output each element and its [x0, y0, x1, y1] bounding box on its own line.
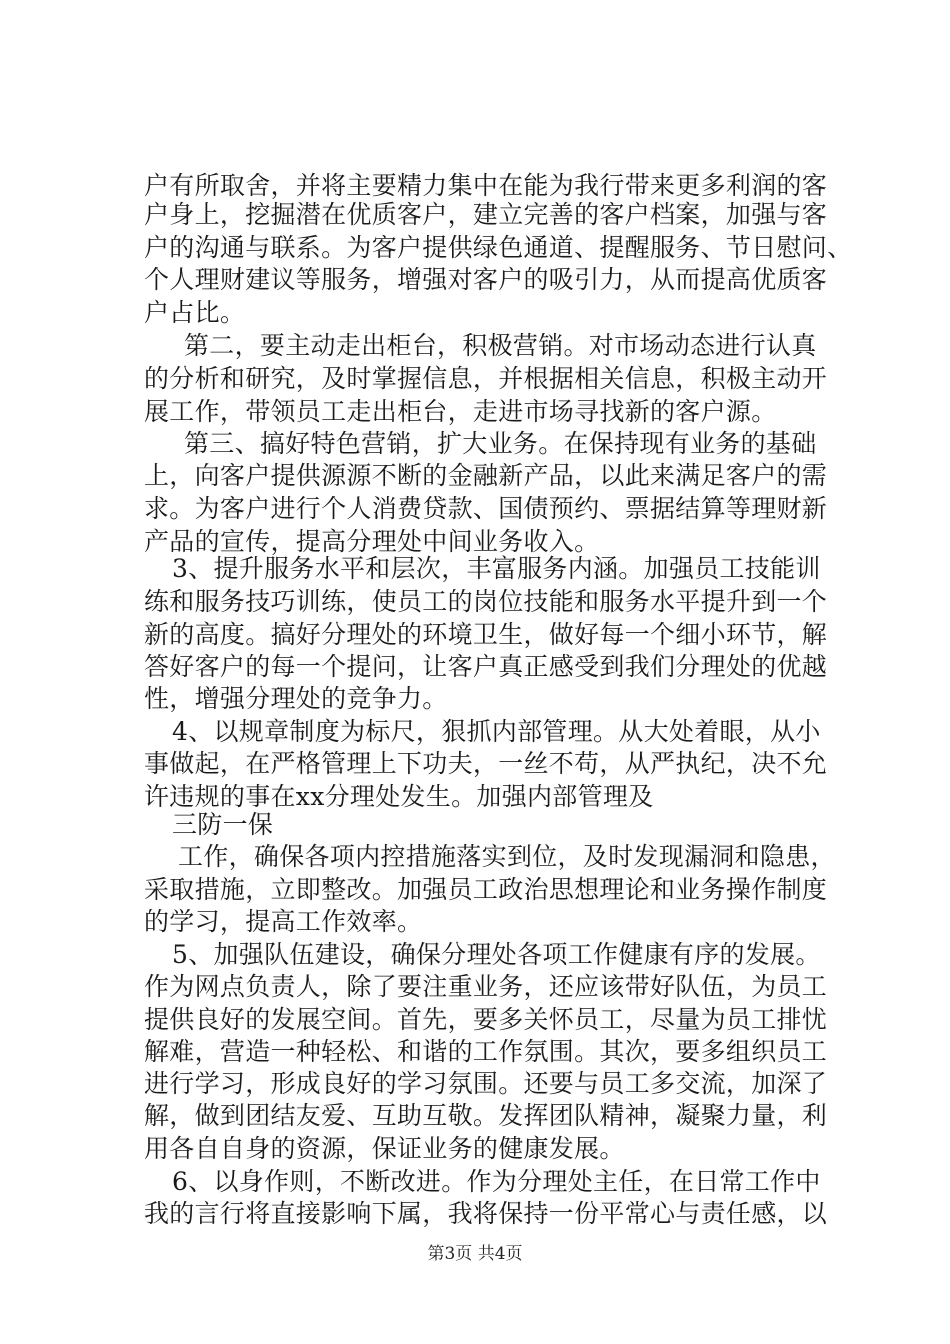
text-line: 户的沟通与联系。为客户提供绿色通道、提醒服务、节日慰问、: [144, 233, 853, 262]
text-line: 采取措施，立即整改。加强员工政治思想理论和业务操作制度: [144, 875, 828, 904]
text-line: 户身上，挖掘潜在优质客户，建立完善的客户档案，加强与客: [144, 200, 828, 229]
text-line: 户占比。: [144, 298, 246, 327]
text-line: 5、加强队伍建设，确保分理处各项工作健康有序的发展。: [172, 940, 821, 969]
text-line: 进行学习，形成良好的学习氛围。还要与员工多交流，加深了: [144, 1069, 828, 1098]
text-line: 许违规的事在xx分理处发生。加强内部管理及: [144, 782, 654, 811]
text-line: 户有所取舍，并将主要精力集中在能为我行带来更多利润的客: [144, 171, 828, 200]
text-line: 我的言行将直接影响下属，我将保持一份平常心与责任感，以: [144, 1199, 828, 1228]
text-line: 练和服务技巧训练，使员工的岗位技能和服务水平提升到一个: [144, 587, 828, 616]
text-line: 求。为客户进行个人消费贷款、国债预约、票据结算等理财新: [144, 494, 828, 523]
text-line: 事做起，在严格管理上下功夫，一丝不苟，从严执纪，决不允: [144, 749, 828, 778]
text-line: 的学习，提高工作效率。: [144, 907, 423, 936]
text-line: 产品的宣传，提高分理处中间业务收入。: [144, 527, 600, 556]
text-line: 解难，营造一种轻松、和谐的工作氛围。其次，要多组织员工: [144, 1037, 828, 1066]
text-line: 答好客户的每一个提问，让客户真正感受到我们分理处的优越: [144, 652, 828, 681]
text-line: 性，增强分理处的竞争力。: [144, 684, 448, 713]
text-line: 解，做到团结友爱、互助互敬。发挥团队精神，凝聚力量，利: [144, 1101, 828, 1130]
text-line: 展工作，带领员工走出柜台，走进市场寻找新的客户源。: [144, 397, 777, 426]
text-line: 4、以规章制度为标尺，狠抓内部管理。从大处着眼，从小: [172, 717, 821, 746]
text-line: 3、提升服务水平和层次，丰富服务内涵。加强员工技能训: [172, 554, 821, 583]
text-line: 用各自自身的资源，保证业务的健康发展。: [144, 1134, 625, 1163]
text-line: 作为网点负责人，除了要注重业务，还应该带好队伍，为员工: [144, 972, 828, 1001]
text-line: 6、以身作则，不断改进。作为分理处主任，在日常工作中: [172, 1167, 821, 1196]
text-line: 第二，要主动走出柜台，积极营销。对市场动态进行认真: [184, 331, 817, 360]
page-footer: 第3页 共4页: [427, 1244, 523, 1264]
text-line: 工作，确保各项内控措施落实到位，及时发现漏洞和隐患，: [178, 842, 836, 871]
text-line: 三防一保: [172, 810, 274, 839]
text-line: 第三、搞好特色营销，扩大业务。在保持现有业务的基础: [184, 429, 817, 458]
text-line: 提供良好的发展空间。首先，要多关怀员工，尽量为员工排忧: [144, 1005, 828, 1034]
text-line: 上，向客户提供源源不断的金融新产品，以此来满足客户的需: [144, 461, 828, 490]
text-line: 个人理财建议等服务，增强对客户的吸引力，从而提高优质客: [144, 265, 828, 294]
text-line: 的分析和研究，及时掌握信息，并根据相关信息，积极主动开: [144, 364, 828, 393]
text-line: 新的高度。搞好分理处的环境卫生，做好每一个细小环节，解: [144, 620, 828, 649]
